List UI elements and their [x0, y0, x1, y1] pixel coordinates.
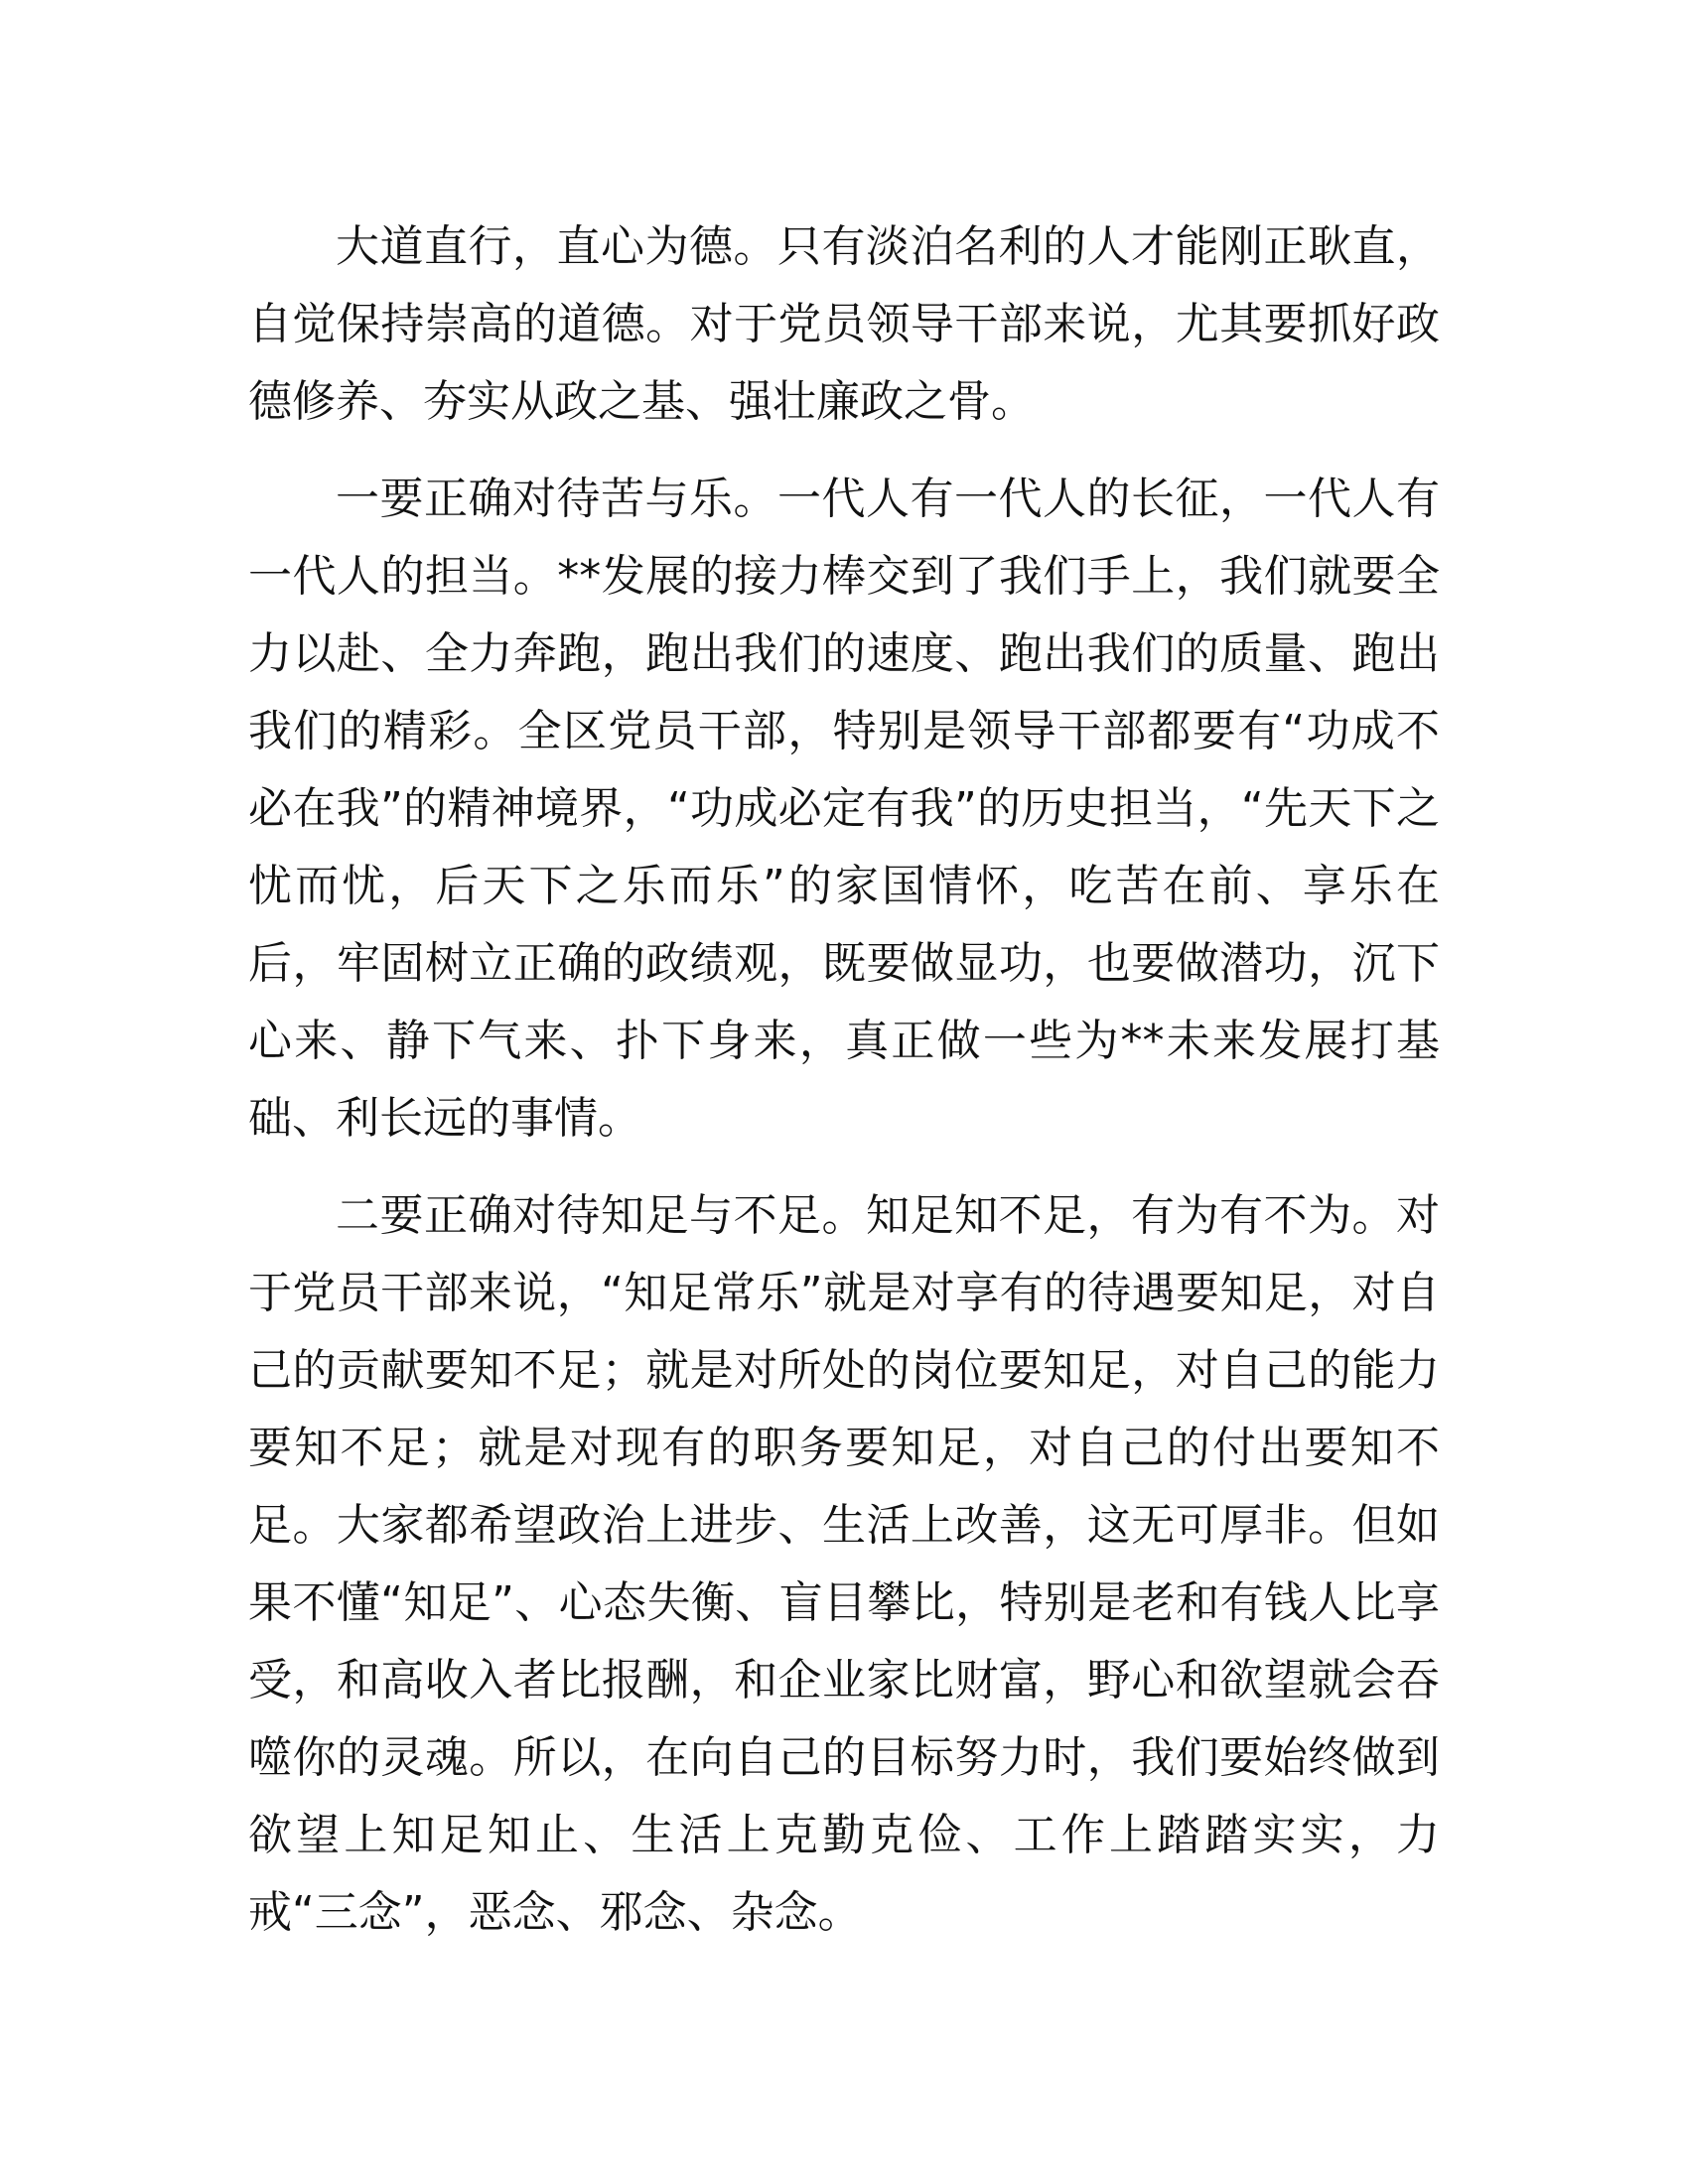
paragraph-intro: 大道直行，直心为德。只有淡泊名利的人才能刚正耿直，自觉保持崇高的道德。对于党员领导干部来说，尤其要抓好政德修养、夯实从政之基、强壮廉政之骨。 — [248, 221, 1440, 427]
paragraph-contentment: 二要正确对待知足与不足。知足知不足，有为有不为。对于党员干部来说，“知足常乐”就是对享有的待遇要知足，对自己的贡献要知不足；就是对所处的岗位要知足，对自己的能力要知不足；就是对现有的职务要知足，对自己的付出要知不足。大家都希望政治上进步、生活上改善，这无可厚非。但如果不懂“知足”、心态失衡、盲目攀比，特别是老和有钱人比享受，和高收入者比报酬，和企业家比财富，野心和欲望就会吞噬你的灵魂。所以，在向自己的目标努力时，我们要始终做到欲望上知足知止、生活上克勤克俭、工作上踏踏实实，力戒“三念”，恶念、邪念、杂念。 — [248, 1190, 1440, 1938]
paragraph-hardship-and-joy: 一要正确对待苦与乐。一代人有一代人的长征，一代人有一代人的担当。**发展的接力棒交到了我们手上，我们就要全力以赴、全力奔跑，跑出我们的速度、跑出我们的质量、跑出我们的精彩。全区党员干部，特别是领导干部都要有“功成不必在我”的精神境界，“功成必定有我”的历史担当，“先天下之忧而忧，后天下之乐而乐”的家国情怀，吃苦在前、享乐在后，牢固树立正确的政绩观，既要做显功，也要做潜功，沉下心来、静下气来、扑下身来，真正做一些为**未来发展打基础、利长远的事情。 — [248, 474, 1440, 1144]
document-body — [248, 208, 1440, 1972]
